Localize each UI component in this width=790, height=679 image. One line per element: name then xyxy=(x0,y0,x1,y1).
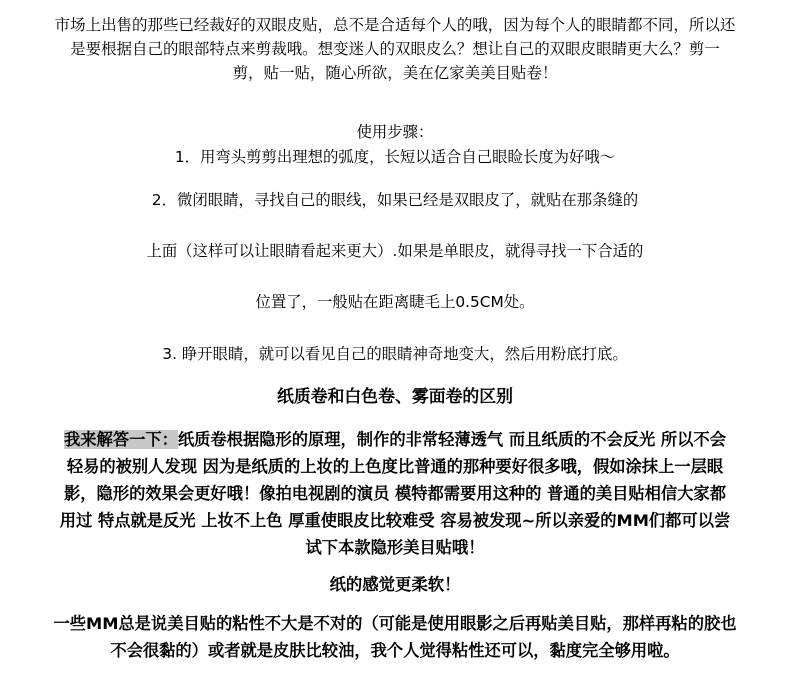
answer-paragraph xyxy=(0,426,790,561)
step-1: 1．用弯头剪剪出理想的弧度，长短以适合自己眼睑长度为好哦～ xyxy=(174,148,616,166)
closing-line-2: 不会很黏的）或者就是皮肤比较油，我个人觉得粘性还可以，黏度完全够用啦。 xyxy=(110,641,680,660)
intro-line-2: 是要根据自己的眼部特点来剪裁哦。想变迷人的双眼皮么？想让自己的双眼皮眼睛更大么？剪一 xyxy=(70,40,720,58)
intro-line-3: 剪，贴一贴，随心所欲，美在亿家美美目贴卷！ xyxy=(232,64,558,82)
step-2-line-3: 位置了，一般贴在距离睫毛上0.5CM处。 xyxy=(255,293,535,311)
usage-steps-title: 使用步骤： xyxy=(356,123,434,141)
step-3: 3. 睁开眼睛，就可以看见自己的眼睛神奇地变大，然后用粉底打底。 xyxy=(162,345,628,363)
answer-line-1 xyxy=(0,426,790,453)
section-heading: 纸质卷和白色卷、雾面卷的区别 xyxy=(276,386,514,406)
intro-paragraph xyxy=(0,13,790,85)
answer-line-3: 影，隐形的效果会更好哦！像拍电视剧的演员 模特都需要用这种的 普通的美目贴相信大家都 xyxy=(64,484,726,503)
answer-line-5: 试下本款隐形美目贴哦！ xyxy=(305,538,485,557)
intro-line-1: 市场上出售的那些已经裁好的双眼皮贴，总不是合适每个人的哦，因为每个人的眼睛都不同，所以还 xyxy=(54,16,736,34)
answer-line-1-text: 纸质卷根据隐形的原理，制作的非常轻薄透气 而且纸质的不会反光 所以不会 xyxy=(177,430,726,449)
answer-line-4: 用过 特点就是反光 上妆不上色 厚重使眼皮比较难受 容易被发现~所以亲爱的MM们都可以尝 xyxy=(59,511,731,530)
answer-line-2: 轻易的被别人发现 因为是纸质的上妆的上色度比普通的那种要好很多哦，假如涂抹上一层眼 xyxy=(66,457,724,476)
answer-highlight: 我来解答一下： xyxy=(64,430,178,449)
closing-line-1: 一些MM总是说美目贴的粘性不大是不对的（可能是使用眼影之后再贴美目贴，那样再粘的胶也 xyxy=(53,614,737,633)
closing-paragraph xyxy=(0,610,790,664)
softer-note: 纸的感觉更柔软！ xyxy=(329,575,461,594)
step-2-line-1: 2．微闭眼睛，寻找自己的眼线，如果已经是双眼皮了，就贴在那条缝的 xyxy=(151,191,639,209)
step-2-line-2: 上面（这样可以让眼睛看起来更大）.如果是单眼皮，就得寻找一下合适的 xyxy=(146,242,644,260)
